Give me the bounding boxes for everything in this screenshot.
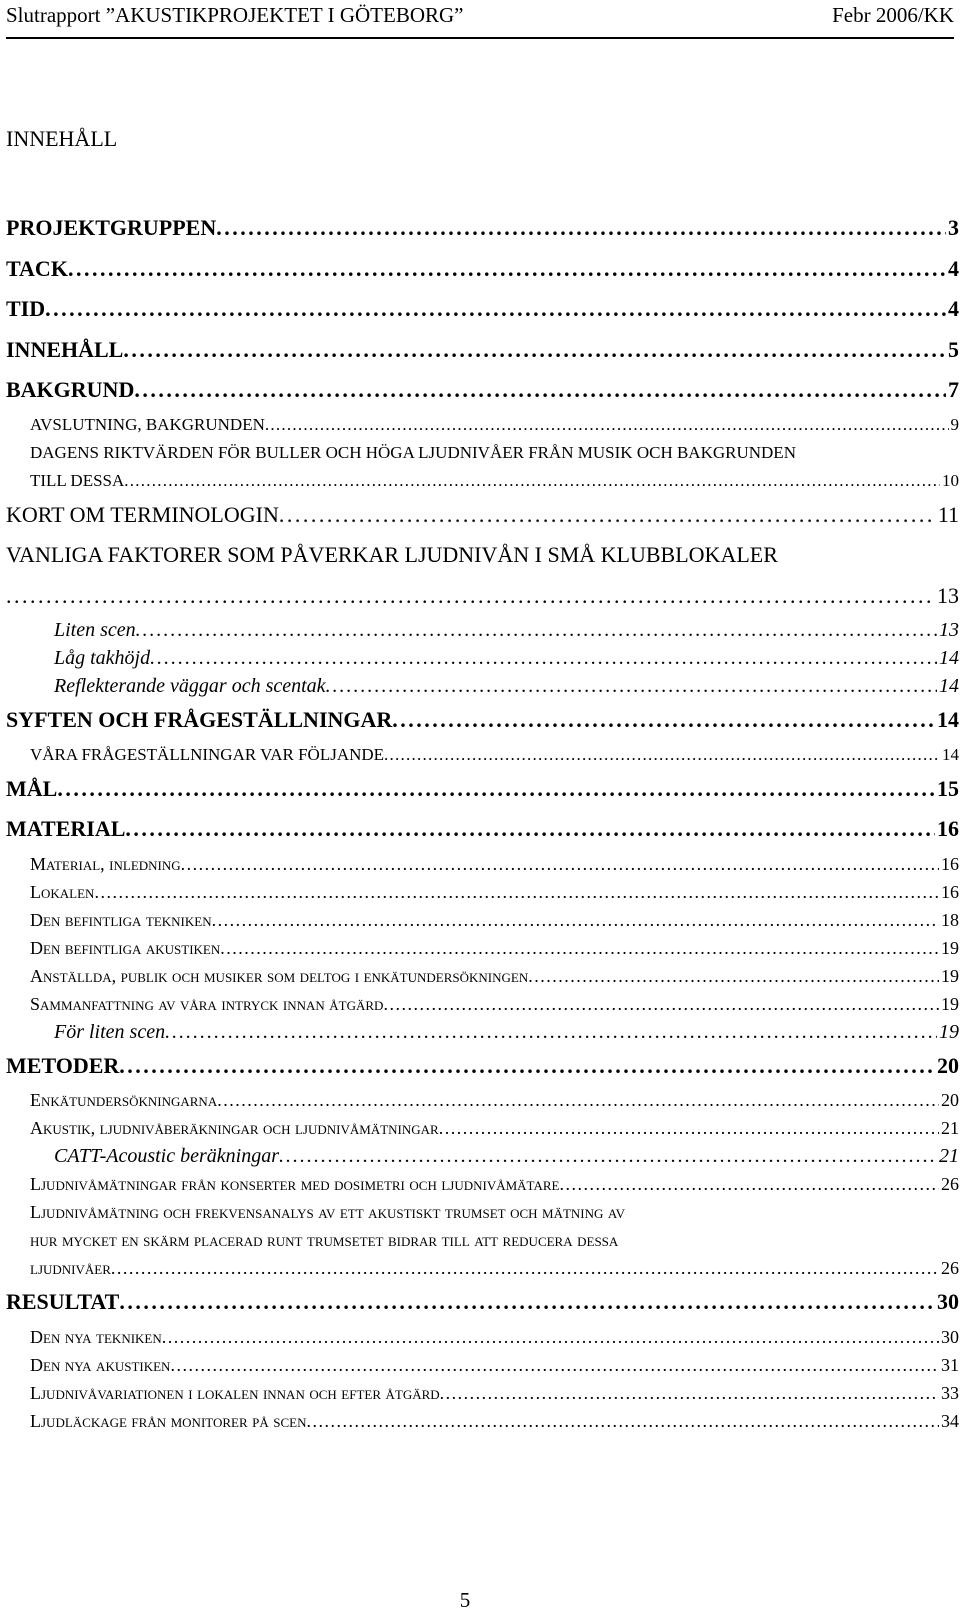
dot-leader xyxy=(45,289,946,330)
toc-entry-label: Låg takhöjd xyxy=(54,647,151,669)
toc-entry[interactable] xyxy=(6,741,959,769)
toc-entry-line xyxy=(6,1198,959,1226)
toc-entry[interactable] xyxy=(6,769,959,810)
toc-entry-page: 30 xyxy=(941,1326,959,1347)
toc-entry-label: Reflekterande väggar och scentak xyxy=(54,675,326,697)
toc-entry-page: 9 xyxy=(950,414,959,434)
toc-entry-page: 26 xyxy=(941,1174,959,1194)
toc-entry-page: 4 xyxy=(948,255,959,281)
toc-entry[interactable] xyxy=(6,289,959,330)
dot-leader xyxy=(220,934,939,962)
toc-entry-page: 26 xyxy=(941,1258,959,1278)
header-title: Slutrapport ”AKUSTIKPROJEKTET I GÖTEBORG” xyxy=(6,3,464,27)
page-header xyxy=(6,0,954,30)
dot-leader xyxy=(216,208,946,249)
header-divider xyxy=(6,37,954,39)
toc-entry[interactable] xyxy=(6,672,959,700)
toc-entry[interactable] xyxy=(6,934,959,962)
toc-entry-label: Den befintliga tekniken xyxy=(30,909,212,930)
toc-entry[interactable] xyxy=(6,1282,959,1323)
toc-entry-label: TID xyxy=(6,296,46,321)
header-date: Febr 2006/KK xyxy=(832,3,954,27)
toc-entry-page: 14 xyxy=(937,707,959,732)
page-number: 5 xyxy=(459,1588,471,1612)
toc-entry-label: VÅRA FRÅGESTÄLLNINGAR VAR FÖLJANDE xyxy=(30,744,385,764)
toc-entry[interactable] xyxy=(6,878,959,906)
dot-leader xyxy=(123,330,946,371)
toc-entry[interactable] xyxy=(6,1351,959,1379)
toc-entry-page: 21 xyxy=(941,1118,959,1138)
dot-leader xyxy=(136,616,937,644)
toc-entry-page: 34 xyxy=(941,1410,959,1431)
toc-entry-label: Sammanfattning av våra intryck innan åtgärd xyxy=(30,993,384,1014)
toc-entry-page: 3 xyxy=(948,215,959,240)
toc-entry-label: TACK xyxy=(6,255,68,281)
dot-leader xyxy=(392,700,935,741)
toc-entry[interactable] xyxy=(6,411,959,439)
dot-leader xyxy=(134,370,946,411)
dot-leader xyxy=(384,741,940,769)
toc-entry-label: PROJEKTGRUPPEN xyxy=(6,215,217,240)
table-of-contents xyxy=(6,208,959,1435)
dot-leader xyxy=(119,1282,935,1323)
toc-entry-page: 14 xyxy=(942,744,959,764)
dot-leader xyxy=(124,467,940,495)
toc-entry-label: RESULTAT xyxy=(6,1289,120,1314)
dot-leader xyxy=(279,1142,937,1170)
toc-entry[interactable] xyxy=(6,1046,959,1087)
toc-entry[interactable] xyxy=(6,700,959,741)
toc-entry-page: 19 xyxy=(941,993,959,1014)
toc-entry[interactable] xyxy=(6,576,959,617)
dot-leader xyxy=(528,962,939,990)
dot-leader xyxy=(326,672,937,700)
toc-entry-label: TILL DESSA xyxy=(30,470,125,490)
dot-leader xyxy=(68,249,946,290)
toc-entry[interactable] xyxy=(6,1170,959,1198)
dot-leader xyxy=(439,1114,939,1142)
dot-leader xyxy=(217,1086,939,1114)
toc-title: INNEHÅLL xyxy=(6,126,118,151)
toc-entry-page: 11 xyxy=(937,501,959,527)
toc-entry-label: Liten scen xyxy=(54,619,136,641)
toc-entry[interactable] xyxy=(6,1114,959,1142)
toc-entry-page: 19 xyxy=(939,1020,959,1043)
toc-entry-line xyxy=(6,1226,959,1254)
toc-entry[interactable] xyxy=(6,1407,959,1435)
toc-entry-page: 31 xyxy=(941,1354,959,1375)
dot-leader xyxy=(119,1046,935,1087)
toc-entry-page: 14 xyxy=(939,675,959,697)
dot-leader xyxy=(307,1407,939,1435)
toc-entry-label: Den befintliga akustiken xyxy=(30,937,221,958)
toc-entry[interactable] xyxy=(6,330,959,371)
toc-entry-label: ljudnivåer xyxy=(30,1258,111,1278)
toc-entry[interactable] xyxy=(6,990,959,1018)
toc-entry-line xyxy=(6,439,959,467)
toc-entry[interactable] xyxy=(6,1018,959,1046)
toc-entry[interactable] xyxy=(6,644,959,672)
toc-entry[interactable] xyxy=(6,616,959,644)
toc-entry[interactable] xyxy=(6,962,959,990)
toc-entry-page: 19 xyxy=(941,965,959,986)
toc-entry[interactable] xyxy=(6,1086,959,1114)
toc-entry-label: Den nya tekniken xyxy=(30,1326,162,1347)
dot-leader xyxy=(57,769,935,810)
toc-entry-label: Anställda, publik och musiker som deltog i enkätundersökningen xyxy=(30,965,529,986)
dot-leader xyxy=(94,878,939,906)
toc-entry-label: Material, inledning xyxy=(30,853,181,874)
toc-entry-page: 15 xyxy=(937,775,959,801)
toc-entry-label: INNEHÅLL xyxy=(6,336,124,362)
dot-leader xyxy=(150,644,937,672)
toc-entry-page: 18 xyxy=(941,909,959,930)
toc-entry-page: 20 xyxy=(937,1052,959,1078)
toc-entry-label: Ljudnivåmätningar från konserter med dosimetri och ljudnivåmätare xyxy=(30,1174,560,1194)
toc-entry-page: 7 xyxy=(948,377,959,402)
toc-entry-page: 30 xyxy=(937,1289,959,1314)
toc-entry-label: Lokalen xyxy=(30,881,95,902)
dot-leader xyxy=(6,576,935,617)
toc-entry-page: 16 xyxy=(941,881,959,902)
dot-leader xyxy=(559,1170,939,1198)
toc-entry[interactable] xyxy=(6,249,959,290)
toc-entry-label: METODER xyxy=(6,1052,120,1078)
dot-leader xyxy=(212,906,939,934)
toc-entry-label: DAGENS RIKTVÄRDEN FÖR BULLER OCH HÖGA LJUDNIVÅER FRÅN MUSIK OCH BAKGRUNDEN xyxy=(30,442,796,462)
toc-entry-label: Ljudnivåvariationen i lokalen innan och efter åtgärd xyxy=(30,1382,440,1403)
dot-leader xyxy=(162,1323,939,1351)
toc-entry[interactable] xyxy=(6,1323,959,1351)
dot-leader xyxy=(125,809,935,850)
toc-entry[interactable] xyxy=(6,1379,959,1407)
dot-leader xyxy=(440,1379,939,1407)
toc-entry-page: 16 xyxy=(937,816,959,841)
toc-entry[interactable] xyxy=(6,208,959,249)
dot-leader xyxy=(279,495,936,536)
toc-entry-page: 14 xyxy=(939,647,959,669)
toc-entry-label: Den nya akustiken xyxy=(30,1354,171,1375)
toc-entry[interactable] xyxy=(6,1142,959,1170)
toc-entry-label: CATT-Acoustic beräkningar xyxy=(54,1145,279,1167)
dot-leader xyxy=(170,1351,939,1379)
toc-entry-label: hur mycket en skärm placerad runt trumsetet bidrar till att reducera dessa xyxy=(30,1230,619,1250)
toc-entry-page: 16 xyxy=(941,853,959,874)
dot-leader xyxy=(165,1018,937,1046)
toc-entry-label: Akustik, ljudnivåberäkningar och ljudnivåmätningar xyxy=(30,1118,439,1138)
toc-entry-label: BAKGRUND xyxy=(6,377,135,402)
toc-entry-label: Ljudnivåmätning och frekvensanalys av ett akustiskt trumset och mätning av xyxy=(30,1202,626,1222)
toc-entry-page: 13 xyxy=(939,619,959,641)
toc-entry-label: MATERIAL xyxy=(6,816,126,841)
toc-entry-line xyxy=(6,535,959,576)
toc-entry-label: För liten scen xyxy=(54,1020,166,1043)
toc-entry-label: VANLIGA FAKTORER SOM PÅVERKAR LJUDNIVÅN I SMÅ KLUBBLOKALER xyxy=(6,542,778,567)
toc-entry-page: 21 xyxy=(939,1145,959,1167)
toc-entry[interactable] xyxy=(6,1254,959,1282)
toc-entry-page: 13 xyxy=(937,582,959,608)
dot-leader xyxy=(111,1254,939,1282)
toc-entry-page: 4 xyxy=(948,296,959,321)
toc-entry-page: 20 xyxy=(941,1090,959,1110)
toc-entry-page: 19 xyxy=(941,937,959,958)
toc-entry[interactable] xyxy=(6,906,959,934)
dot-leader xyxy=(181,850,939,878)
toc-entry-page: 5 xyxy=(948,336,959,362)
toc-entry-label: Ljudläckage från monitorer på scen xyxy=(30,1410,307,1431)
toc-entry-label: SYFTEN OCH FRÅGESTÄLLNINGAR xyxy=(6,707,393,732)
toc-entry[interactable] xyxy=(6,370,959,411)
toc-entry-label: Enkätundersökningarna xyxy=(30,1090,218,1110)
toc-entry-page: 33 xyxy=(941,1382,959,1403)
toc-entry-label: AVSLUTNING, BAKGRUNDEN xyxy=(30,414,265,434)
toc-entry-label: MÅL xyxy=(6,775,58,801)
toc-entry-label: KORT OM TERMINOLOGIN xyxy=(6,501,279,527)
toc-entry[interactable] xyxy=(6,809,959,850)
toc-entry[interactable] xyxy=(6,495,959,536)
dot-leader xyxy=(383,990,939,1018)
toc-entry[interactable] xyxy=(6,467,959,495)
dot-leader xyxy=(265,411,949,439)
toc-entry-page: 10 xyxy=(942,470,959,490)
toc-entry[interactable] xyxy=(6,850,959,878)
